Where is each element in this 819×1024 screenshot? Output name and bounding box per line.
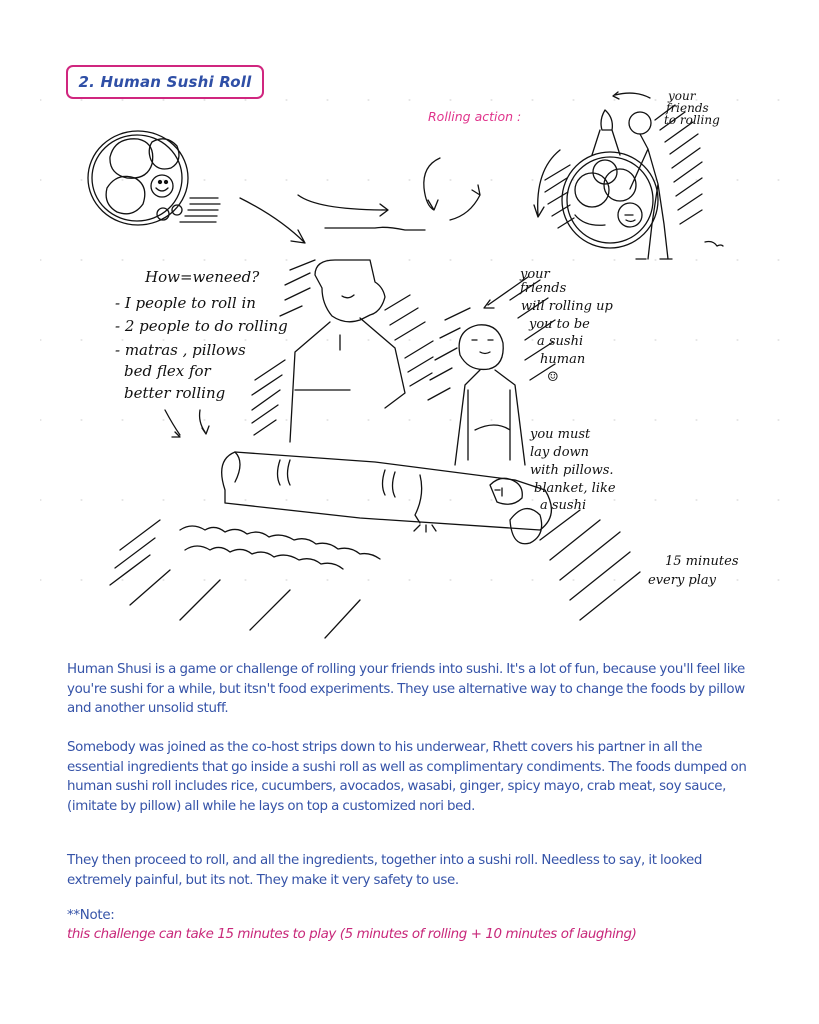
hand-line: your [520, 267, 550, 282]
hand-line: you to be [529, 317, 590, 332]
standing-person-sketch [252, 260, 433, 442]
paragraph-rolling: They then proceed to roll, and all the ingredients, together into a sushi roll. Needless to say, it looked extremely painful, but its not. They make it very safety to use. [67, 853, 703, 888]
hand-line: friends [666, 101, 709, 115]
hand-line: a sushi [537, 334, 584, 349]
hand-line: every play [648, 573, 716, 588]
hand-line: will rolling up [521, 299, 613, 314]
note-friends-will-rolling [519, 267, 613, 385]
arrow-right-icon [298, 195, 388, 216]
note-label: **Note: [67, 908, 115, 923]
hand-line: to rolling [664, 113, 720, 127]
human-sushi-roll-sketch [40, 60, 780, 640]
paragraph-ingredients: Somebody was joined as the co-host strips down to his underwear, Rhett covers his partner in all the essential ingredients that go inside a sushi roll as well as complimentary condiments. The foods dumped on human sushi roll includes rice, cucumbers, avocados, wasabi, ginger, spicy mayo, crab meat, soy sauce, (imitate by pillow) all while he lays on top a customized nori bed. [67, 740, 747, 814]
note-you-must-lay-down [529, 427, 616, 513]
note-your-friends-to-rolling [664, 89, 720, 127]
hand-line: a sushi [540, 498, 587, 513]
smiley-icon: ☺ [547, 370, 559, 385]
handwritten-notes [115, 89, 739, 588]
hand-line: lay down [530, 445, 590, 460]
note-text: this challenge can take 15 minutes to play (5 minutes of rolling + 10 minutes of laughing) [67, 927, 637, 942]
paragraph-intro: Human Shusi is a game or challenge of rolling your friends into sushi. It's a lot of fun, because you'll feel like you're sushi for a while, but itsn't food experiments. They use alternative way to change the foods by pillow and another unsolid stuff. [67, 662, 745, 717]
note-how-we-need [115, 268, 288, 402]
hand-line: - 2 people to do rolling [115, 317, 288, 335]
hand-line: blanket, like [534, 481, 616, 496]
hand-line: you must [530, 427, 591, 442]
hand-line: your [668, 89, 696, 103]
hand-line: human [540, 352, 586, 367]
hand-line: 15 minutes [665, 554, 739, 569]
arrow-down-icon [240, 198, 305, 243]
hand-line: with pillows. [530, 463, 614, 478]
rolling-action-label: Rolling action : [428, 109, 522, 124]
hand-line: - matras , pillows [115, 341, 246, 359]
section-title: 2. Human Sushi Roll [78, 73, 252, 91]
hand-line: bed flex for [124, 362, 211, 380]
hand-line: How=weneed? [145, 268, 260, 286]
dot-grid [40, 100, 780, 580]
hand-line: - I people to roll in [115, 294, 256, 312]
rolled-ball-sketch [88, 131, 220, 225]
hand-line: better rolling [124, 384, 226, 402]
rotation-arrow-icon [424, 158, 440, 210]
note-fifteen-minutes [648, 554, 739, 588]
hand-line: friends [520, 281, 567, 296]
